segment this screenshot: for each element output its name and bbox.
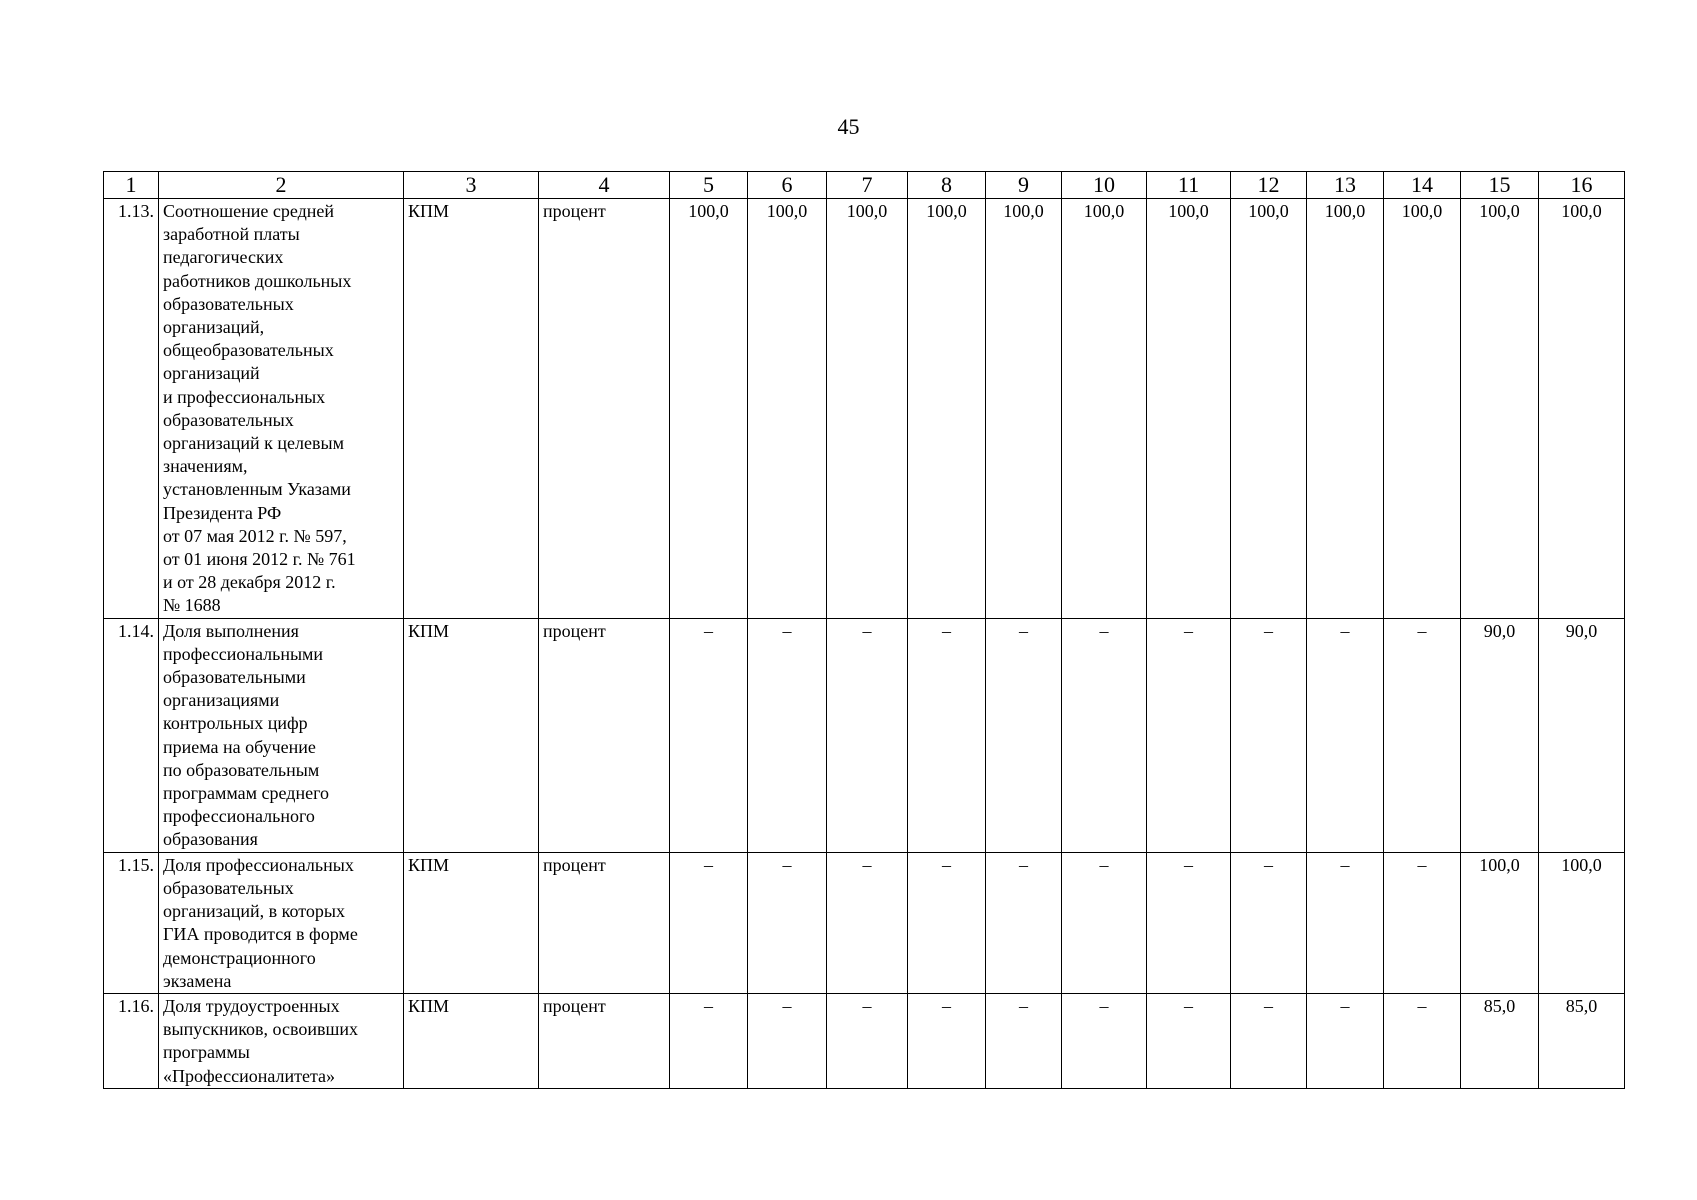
value-cell: 100,0 [1147, 199, 1231, 619]
indicator-name-line: организациями [163, 690, 280, 711]
indicator-name-line: организаций, [163, 317, 265, 338]
indicator-name-line: экзамена [163, 970, 232, 991]
value-cell: 100,0 [1231, 199, 1307, 619]
value-cell: – [1307, 618, 1384, 852]
column-header: 12 [1231, 172, 1307, 199]
indicator-name-line: от 07 мая 2012 г. № 597, [163, 525, 347, 546]
indicator-name-line: и профессиональных [163, 386, 326, 407]
indicator-name-line: № 1688 [163, 595, 221, 616]
indicator-name-line: по образовательным [163, 759, 320, 780]
column-header: 1 [104, 172, 159, 199]
value-cell: 85,0 [1539, 993, 1625, 1088]
indicator-name-line: выпускников, освоивших [163, 1019, 358, 1040]
indicator-name-line: Президента РФ [163, 502, 282, 523]
value-cell: – [1384, 852, 1461, 993]
indicator-name [159, 852, 404, 993]
table-row [104, 618, 1625, 852]
unit-cell: процент [539, 199, 670, 619]
row-number: 1.16. [104, 993, 159, 1088]
value-cell: – [1307, 852, 1384, 993]
unit-cell: процент [539, 618, 670, 852]
indicator-name-line: заработной платы [163, 224, 300, 245]
value-cell: – [908, 618, 986, 852]
row-number: 1.15. [104, 852, 159, 993]
value-cell: – [827, 618, 908, 852]
column-header: 7 [827, 172, 908, 199]
value-cell: 100,0 [986, 199, 1062, 619]
value-cell: – [1384, 993, 1461, 1088]
value-cell: 100,0 [1539, 199, 1625, 619]
value-cell: – [827, 852, 908, 993]
value-cell: – [748, 618, 827, 852]
indicator-name-line: образовательных [163, 293, 294, 314]
indicator-name-line: контрольных цифр [163, 713, 308, 734]
column-header: 10 [1062, 172, 1147, 199]
indicator-name-line: образовательными [163, 667, 306, 688]
value-cell: – [908, 993, 986, 1088]
value-cell: – [748, 993, 827, 1088]
indicator-name-line: «Профессионалитета» [163, 1065, 336, 1086]
value-cell: – [1147, 852, 1231, 993]
column-header: 3 [404, 172, 539, 199]
unit-cell: процент [539, 852, 670, 993]
indicator-name-line: образования [163, 829, 258, 850]
column-header: 14 [1384, 172, 1461, 199]
value-cell: – [986, 618, 1062, 852]
indicator-name-line: Доля трудоустроенных [163, 995, 340, 1016]
page-number: 45 [837, 114, 860, 139]
value-cell: – [1147, 993, 1231, 1088]
indicator-name-line: Соотношение средней [163, 201, 335, 221]
indicator-name-line: программам среднего [163, 783, 329, 804]
indicator-name-line: Доля выполнения [163, 620, 299, 641]
indicator-name [159, 618, 404, 852]
value-cell: – [1307, 993, 1384, 1088]
value-cell: – [1231, 993, 1307, 1088]
column-header: 2 [159, 172, 404, 199]
source-cell: КПМ [404, 618, 539, 852]
value-cell: 100,0 [748, 199, 827, 619]
value-cell: – [670, 993, 748, 1088]
value-cell: 100,0 [1461, 852, 1539, 993]
value-cell: – [1231, 852, 1307, 993]
column-header: 15 [1461, 172, 1539, 199]
row-number: 1.14. [104, 618, 159, 852]
value-cell: – [1062, 852, 1147, 993]
indicator-name-line: работников дошкольных [163, 270, 352, 291]
source-cell: КПМ [404, 993, 539, 1088]
indicator-name-line: демонстрационного [163, 947, 316, 968]
indicator-name-line: установленным Указами [163, 479, 351, 500]
column-header: 6 [748, 172, 827, 199]
value-cell: 100,0 [1062, 199, 1147, 619]
value-cell: – [1062, 618, 1147, 852]
value-cell: 100,0 [827, 199, 908, 619]
indicator-name [159, 199, 404, 619]
value-cell: 100,0 [1539, 852, 1625, 993]
value-cell: 100,0 [908, 199, 986, 619]
value-cell: – [827, 993, 908, 1088]
indicator-name-line: образовательных [163, 409, 294, 430]
indicator-name-line: общеобразовательных [163, 340, 334, 361]
value-cell: – [670, 618, 748, 852]
indicator-name-line: от 01 июня 2012 г. № 761 [163, 549, 356, 570]
value-cell: – [1384, 618, 1461, 852]
column-number-row [104, 172, 1625, 199]
value-cell: 85,0 [1461, 993, 1539, 1088]
indicator-name-line: программы [163, 1042, 250, 1063]
value-cell: – [908, 852, 986, 993]
indicator-name-line: педагогических [163, 247, 284, 268]
value-cell: 90,0 [1461, 618, 1539, 852]
indicator-name-line: Доля профессиональных [163, 854, 354, 875]
value-cell: 100,0 [1461, 199, 1539, 619]
indicators-table [103, 171, 1625, 1089]
column-header: 9 [986, 172, 1062, 199]
indicator-name-line: профессиональными [163, 643, 324, 664]
row-number: 1.13. [104, 199, 159, 619]
value-cell: 100,0 [670, 199, 748, 619]
indicator-name-line: организаций [163, 363, 260, 384]
indicator-name [159, 993, 404, 1088]
value-cell: – [1231, 618, 1307, 852]
indicator-name-line: профессионального [163, 806, 315, 827]
column-header: 11 [1147, 172, 1231, 199]
column-header: 5 [670, 172, 748, 199]
value-cell: – [986, 993, 1062, 1088]
value-cell: 100,0 [1384, 199, 1461, 619]
column-header: 4 [539, 172, 670, 199]
table-row [104, 199, 1625, 619]
column-header: 13 [1307, 172, 1384, 199]
source-cell: КПМ [404, 199, 539, 619]
value-cell: – [1062, 993, 1147, 1088]
value-cell: – [748, 852, 827, 993]
indicator-name-line: образовательных [163, 877, 294, 898]
table-row [104, 993, 1625, 1088]
value-cell: – [1147, 618, 1231, 852]
indicator-name-line: организаций, в которых [163, 901, 345, 922]
value-cell: – [670, 852, 748, 993]
value-cell: 100,0 [1307, 199, 1384, 619]
indicator-name-line: приема на обучение [163, 736, 316, 757]
column-header: 8 [908, 172, 986, 199]
source-cell: КПМ [404, 852, 539, 993]
unit-cell: процент [539, 993, 670, 1088]
indicator-name-line: значениям, [163, 456, 248, 477]
indicator-name-line: ГИА проводится в форме [163, 924, 358, 945]
value-cell: 90,0 [1539, 618, 1625, 852]
indicator-name-line: и от 28 декабря 2012 г. [163, 572, 336, 593]
table-row [104, 852, 1625, 993]
value-cell: – [986, 852, 1062, 993]
column-header: 16 [1539, 172, 1625, 199]
indicator-name-line: организаций к целевым [163, 433, 344, 454]
